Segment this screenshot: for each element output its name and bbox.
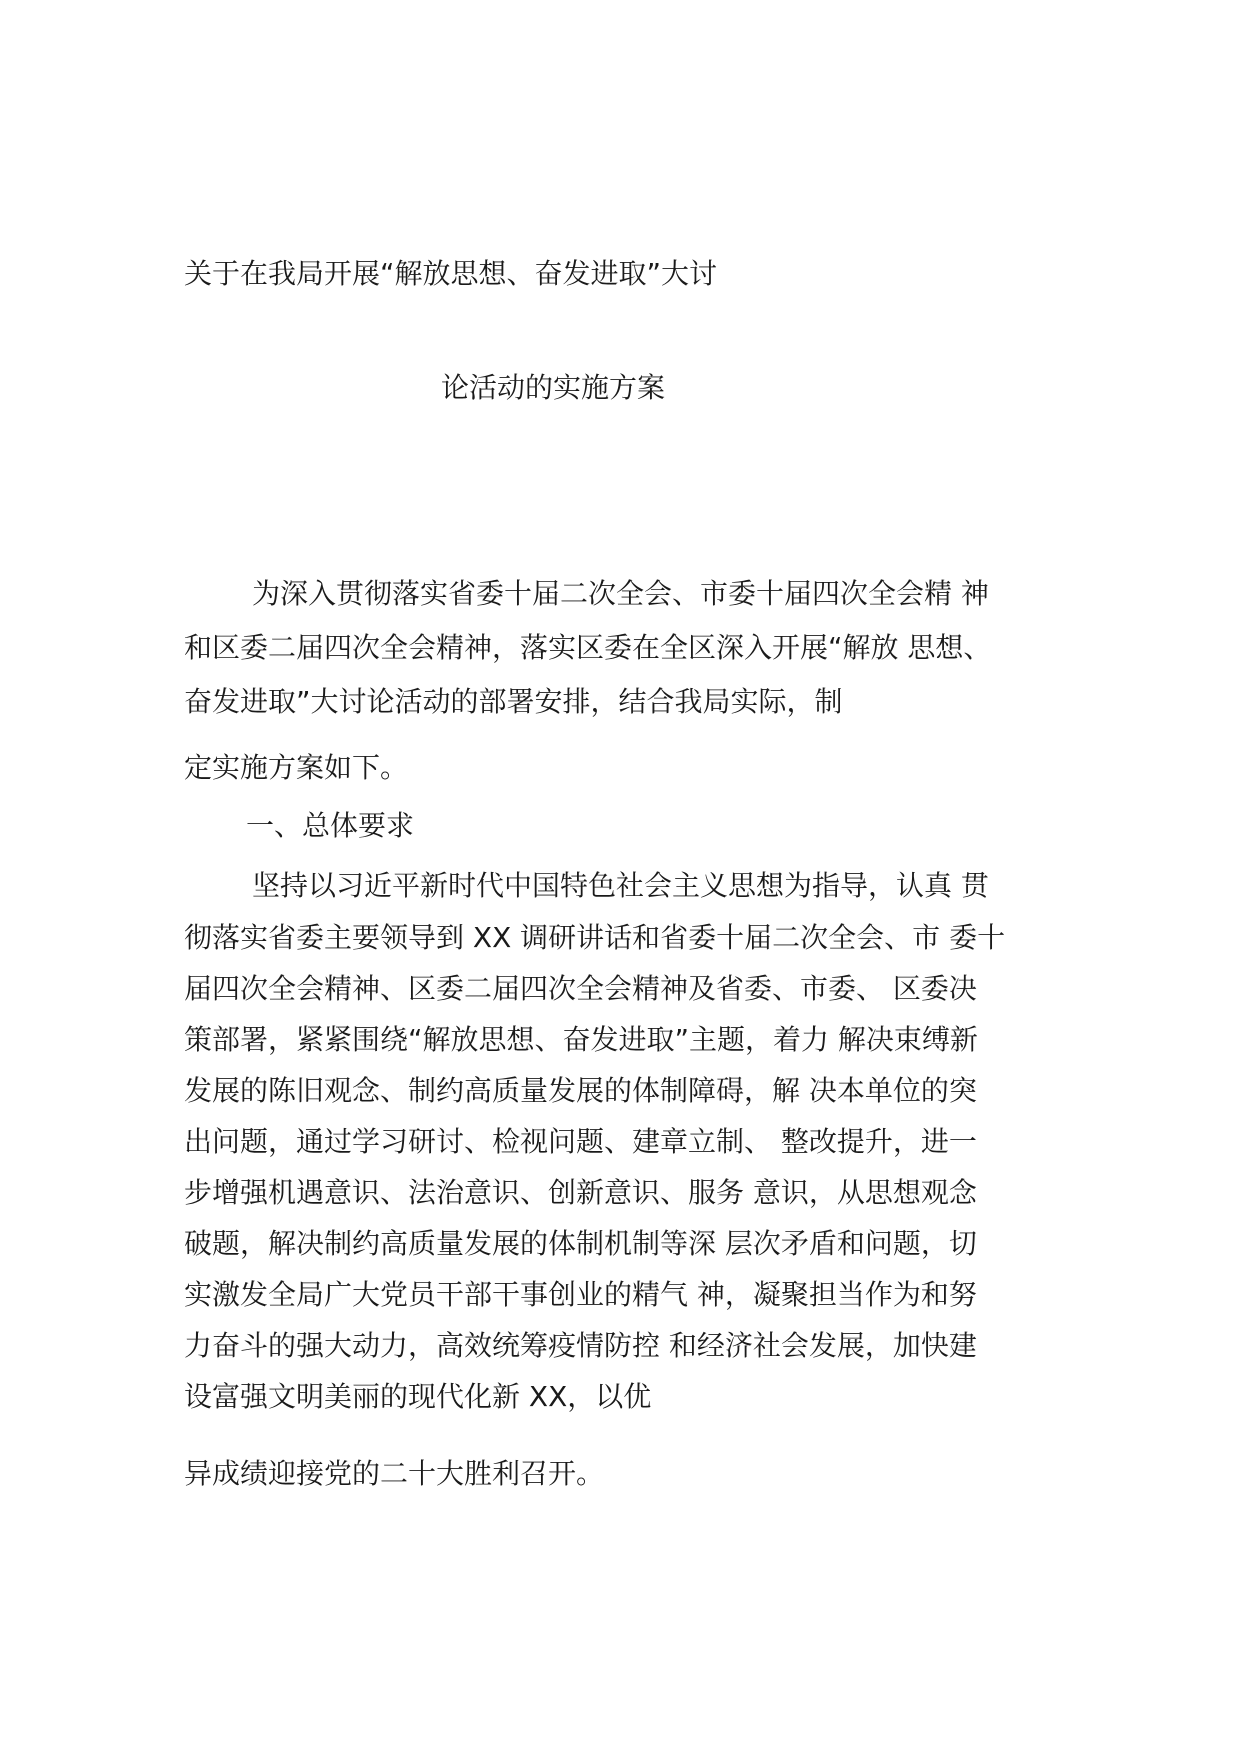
paragraph-2-line-7: 步增强机遇意识、法治意识、创新意识、服务 意识，从思想观念 bbox=[184, 1176, 977, 1209]
paragraph-2-line-4: 策部署，紧紧围绕“解放思想、奋发进取”主题，着力 解决束缚新 bbox=[184, 1023, 978, 1056]
paragraph-2-line-11: 设富强文明美丽的现代化新 XX，以优 bbox=[184, 1380, 652, 1413]
paragraph-2-line-5: 发展的陈旧观念、制约高质量发展的体制障碍，解 决本单位的突 bbox=[184, 1074, 977, 1107]
paragraph-2-line-2: 彻落实省委主要领导到 XX 调研讲话和省委十届二次全会、市 委十 bbox=[184, 921, 1006, 954]
paragraph-2-line-10: 力奋斗的强大动力，高效统筹疫情防控 和经济社会发展，加快建 bbox=[184, 1329, 977, 1362]
paragraph-1-line-1: 为深入贯彻落实省委十届二次全会、市委十届四次全会精 神 bbox=[252, 577, 989, 610]
paragraph-2-line-12: 异成绩迎接党的二十大胜利召开。 bbox=[184, 1457, 605, 1490]
paragraph-2-line-3: 届四次全会精神、区委二届四次全会精神及省委、市委、 区委决 bbox=[184, 972, 977, 1005]
paragraph-2-line-8: 破题，解决制约高质量发展的体制机制等深 层次矛盾和问题，切 bbox=[184, 1227, 977, 1260]
title-line-2: 论活动的实施方案 bbox=[441, 371, 666, 404]
section-1-heading: 一、总体要求 bbox=[246, 809, 415, 842]
paragraph-2-line-1: 坚持以习近平新时代中国特色社会主义思想为指导，认真 贯 bbox=[252, 869, 989, 902]
paragraph-1-line-2: 和区委二届四次全会精神，落实区委在全区深入开展“解放 思想、 bbox=[184, 631, 992, 664]
paragraph-1-line-4: 定实施方案如下。 bbox=[184, 751, 409, 784]
paragraph-2-line-9: 实激发全局广大党员干部干事创业的精气 神，凝聚担当作为和努 bbox=[184, 1278, 977, 1311]
title-line-1: 关于在我局开展“解放思想、奋发进取”大讨 bbox=[184, 257, 718, 290]
paragraph-2-line-6: 出问题，通过学习研讨、检视问题、建章立制、 整改提升，进一 bbox=[184, 1125, 977, 1158]
paragraph-1-line-3: 奋发进取”大讨论活动的部署安排，结合我局实际，制 bbox=[184, 685, 843, 718]
